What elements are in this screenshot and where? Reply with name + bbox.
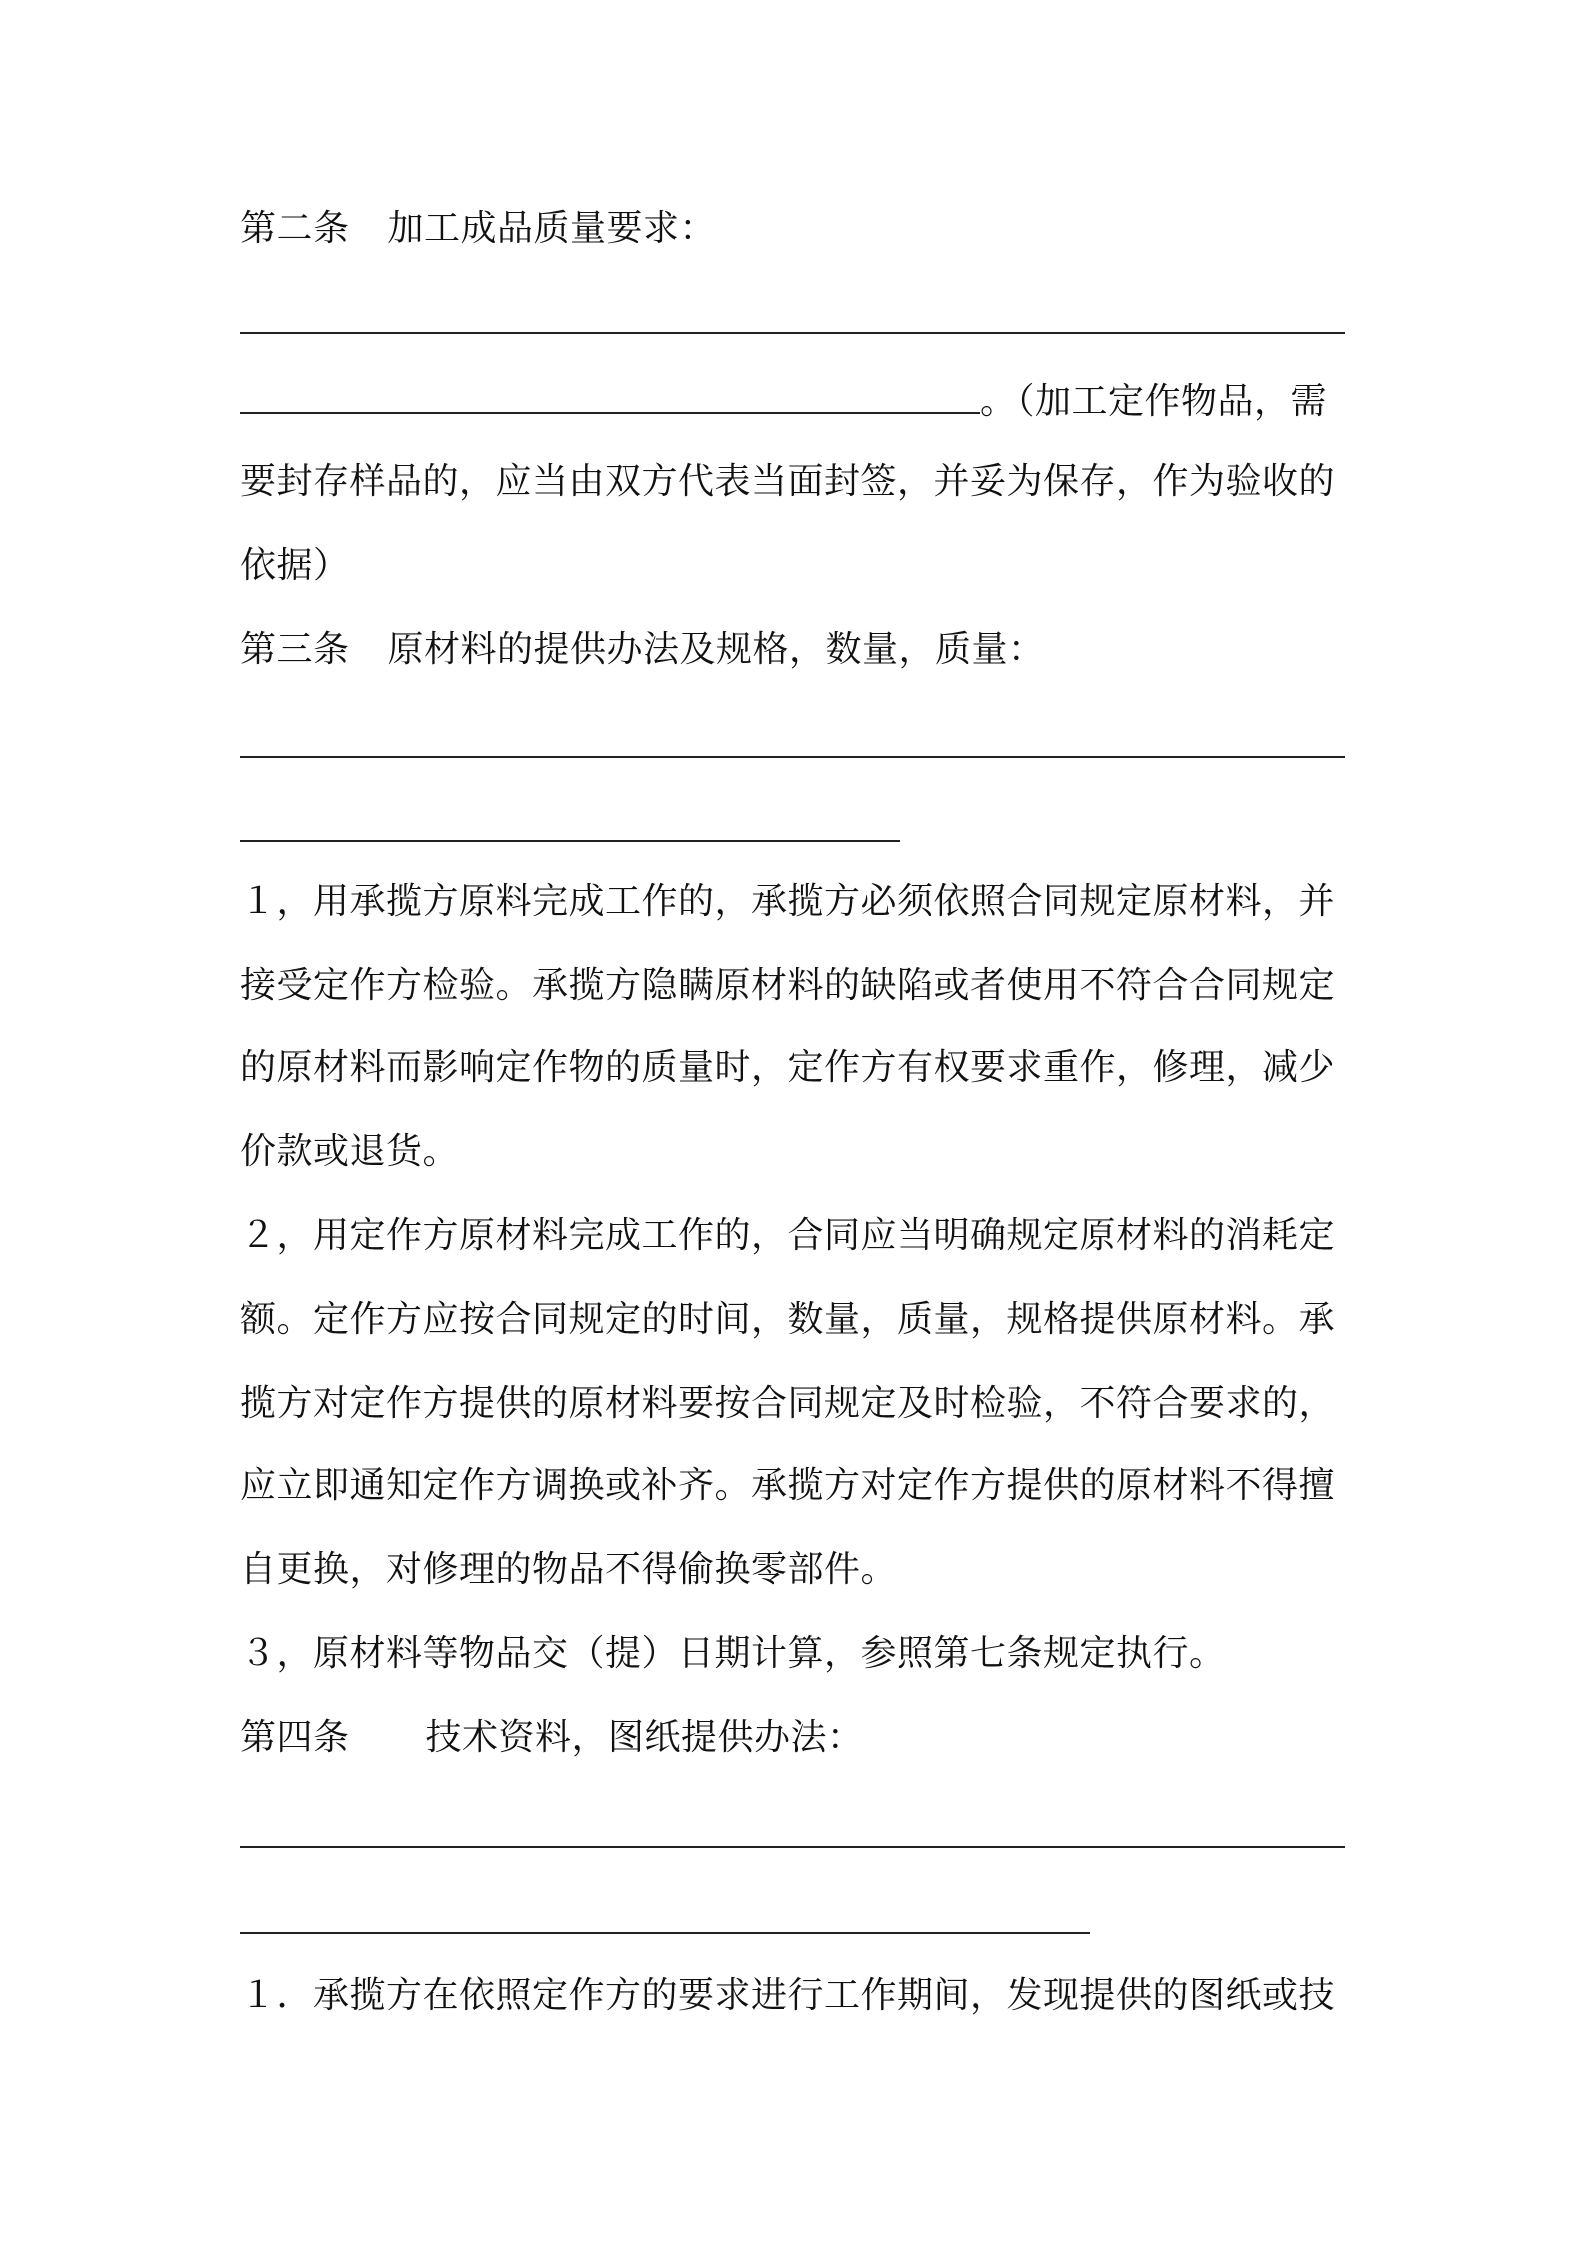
fill-in-blank-line[interactable] [240,1846,1345,1848]
article-3-paragraph-line: 揽方对定作方提供的原材料要按合同规定及时检验，不符合要求的， [240,1383,1336,1424]
fill-in-blank-line[interactable] [240,1932,1090,1934]
article-3-heading [240,626,1045,674]
fill-in-blank-line[interactable] [240,840,900,842]
fill-in-blank-line[interactable] [240,756,1345,758]
article-2-note-line-1 [240,378,1327,426]
article-4-paragraph-line: １．承揽方在依照定作方的要求进行工作期间，发现提供的图纸或技 [240,1975,1336,2016]
fill-in-blank-inline[interactable] [240,378,980,414]
article-4-heading [240,1714,864,1762]
article-3-paragraph-line: 接受定作方检验。承揽方隐瞒原材料的缺陷或者使用不符合合同规定 [240,965,1336,1006]
fill-in-blank-line[interactable] [240,332,1345,334]
article-3-paragraph-line: 的原材料而影响定作物的质量时，定作方有权要求重作，修理，减少 [240,1047,1336,1088]
article-2-title: 加工成品质量要求： [387,208,717,249]
article-2-note-line-2: 要封存样品的，应当由双方代表当面封签，并妥为保存，作为验收的 [240,461,1336,502]
article-3-paragraph-line: ２，用定作方原材料完成工作的，合同应当明确规定原材料的消耗定 [240,1215,1336,1256]
article-2-note-text: 。（加工定作物品，需 [980,381,1328,422]
article-2-note-line-3: 依据） [240,545,350,586]
article-3-paragraph-line: 价款或退货。 [240,1131,460,1172]
article-2-number: 第二条 [240,208,350,249]
article-2-heading [240,205,716,253]
article-3-paragraph-line: １，用承揽方原料完成工作的，承揽方必须依照合同规定原材料，并 [240,881,1336,922]
article-4-number: 第四条 [240,1717,350,1758]
article-3-title: 原材料的提供办法及规格，数量，质量： [387,629,1045,670]
article-4-title: 技术资料，图纸提供办法： [425,1717,864,1758]
article-3-paragraph-line: 自更换，对修理的物品不得偷换零部件。 [240,1549,898,1590]
article-3-paragraph-line: ３，原材料等物品交（提）日期计算，参照第七条规定执行。 [240,1633,1226,1674]
article-3-number: 第三条 [240,629,350,670]
article-3-paragraph-line: 应立即通知定作方调换或补齐。承揽方对定作方提供的原材料不得擅 [240,1465,1336,1506]
article-3-paragraph-line: 额。定作方应按合同规定的时间，数量，质量，规格提供原材料。承 [240,1299,1336,1340]
